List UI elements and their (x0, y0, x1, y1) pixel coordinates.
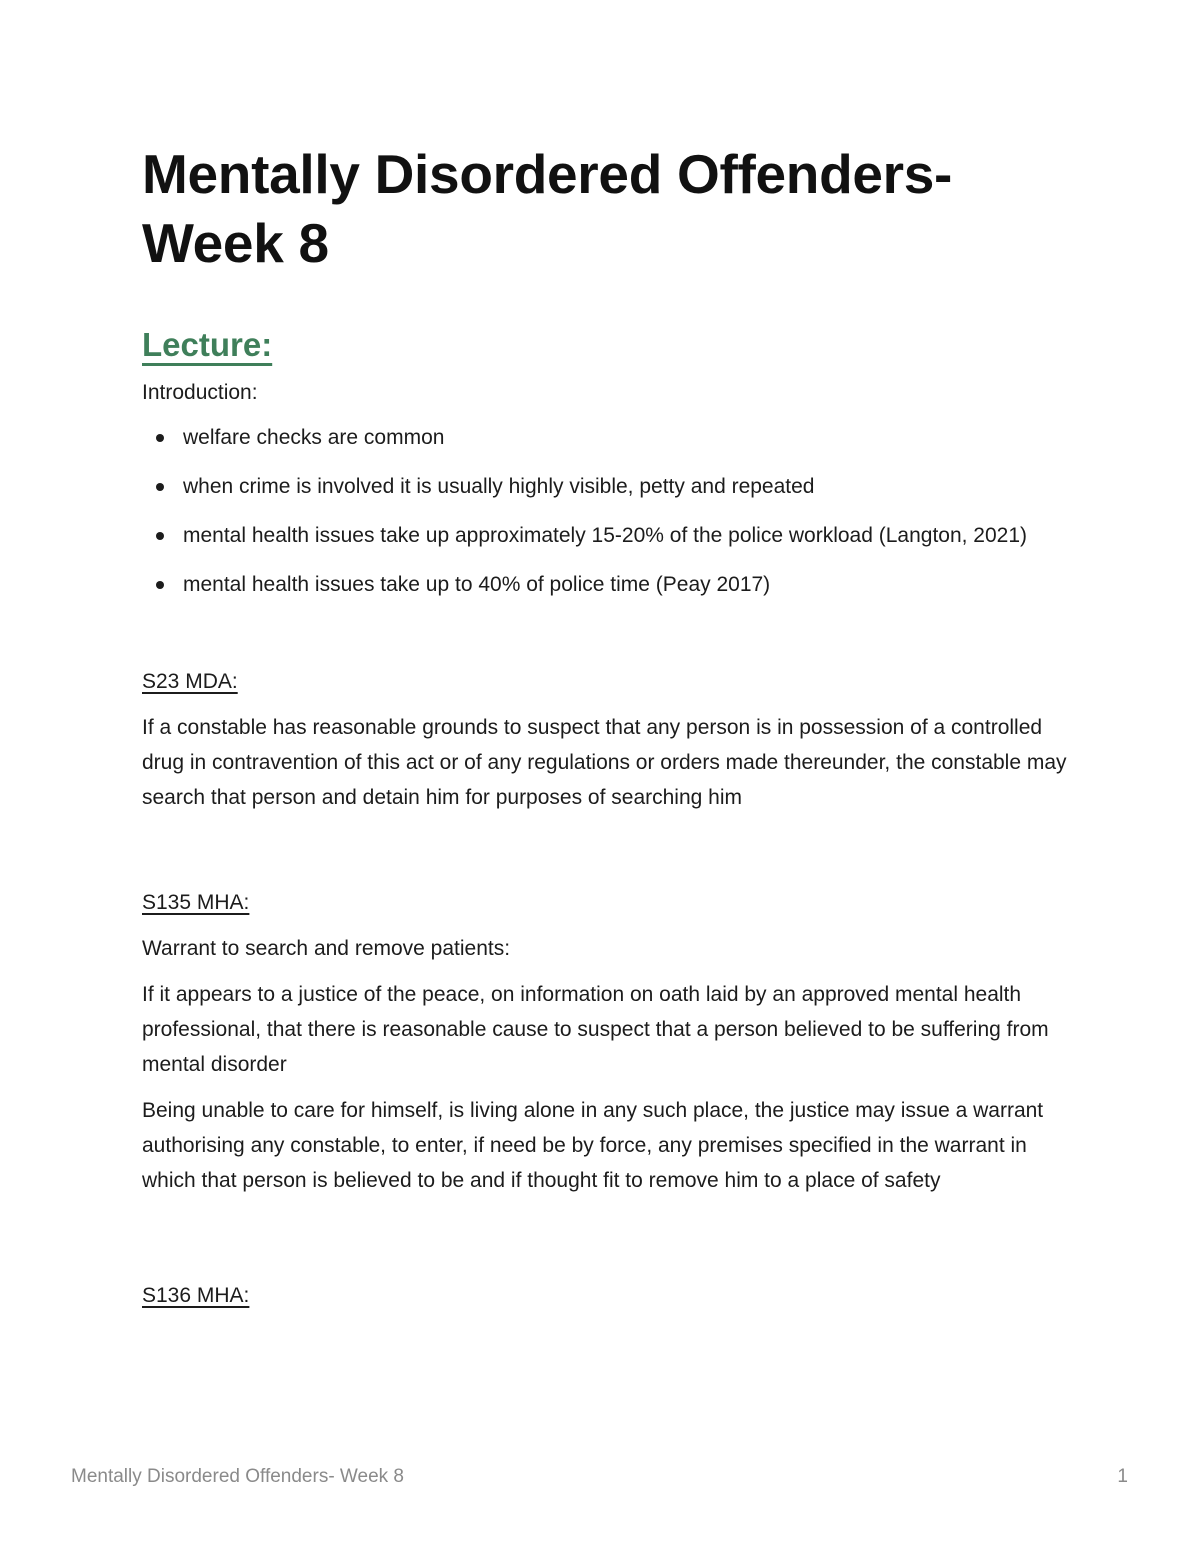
list-item (142, 518, 1072, 553)
s136-heading: S136 MHA: (142, 1284, 250, 1307)
bullet-icon (156, 581, 164, 589)
document-title: Mentally Disordered Offenders- Week 8 (142, 143, 953, 274)
intro-label: Introduction: (142, 381, 258, 404)
bullet-icon (156, 483, 164, 491)
lecture-heading: Lecture: (142, 326, 273, 363)
page-number: 1 (1117, 1466, 1128, 1487)
bullet-icon (156, 434, 164, 442)
footer-title: Mentally Disordered Offenders- Week 8 (71, 1466, 405, 1487)
bullet-icon (156, 532, 164, 540)
list-item (142, 567, 1072, 602)
document-page (142, 140, 1072, 1313)
list-item-text: welfare checks are common (183, 426, 445, 449)
s23-heading: S23 MDA: (142, 670, 238, 693)
s135-heading: S135 MHA: (142, 891, 250, 914)
intro-bullet-list (142, 420, 1072, 602)
s135-paragraph-2: Being unable to care for himself, is living alone in any such place, the justice may issue a warrant authorising any constable, to enter, if need be by force, any premises specified in the warrant in which that person is believed to be and if thought fit to remove him to a place of safety (142, 1099, 1044, 1192)
list-item-text: mental health issues take up approximately 15-20% of the police workload (Langton, 2021) (183, 524, 1028, 547)
s23-text: If a constable has reasonable grounds to suspect that any person is in possession of a controlled drug in contravention of this act or of any regulations or orders made thereunder, the constable may search that person and detain him for purposes of searching him (142, 716, 1067, 809)
list-item-text: when crime is involved it is usually highly visible, petty and repeated (183, 475, 815, 498)
list-item (142, 469, 1072, 504)
s135-subtitle: Warrant to search and remove patients: (142, 937, 511, 960)
s135-paragraph-1: If it appears to a justice of the peace, on information on oath laid by an approved mental health professional, that there is reasonable cause to suspect that a person believed to be suffering from mental disorder (142, 983, 1049, 1076)
list-item (142, 420, 1072, 455)
list-item-text: mental health issues take up to 40% of police time (Peay 2017) (183, 573, 771, 596)
